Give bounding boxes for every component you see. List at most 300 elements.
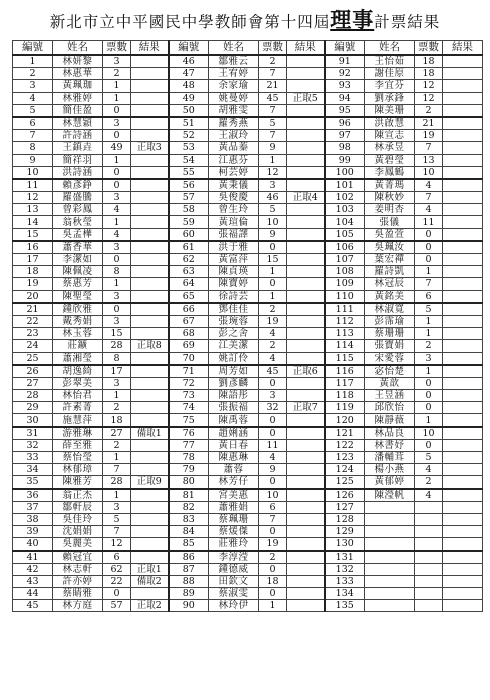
candidate-number: 56 xyxy=(169,179,209,192)
candidate-name: 蕭雅娟 xyxy=(209,501,259,513)
vote-count: 0 xyxy=(259,588,287,600)
vote-count: 49 xyxy=(103,142,131,154)
candidate-name: 陳靜薇 xyxy=(365,414,415,427)
candidate-number: 54 xyxy=(169,154,209,166)
candidate-name: 陳惠琳 xyxy=(209,452,259,464)
candidate-name: 蕭香華 xyxy=(53,241,103,254)
result-cell xyxy=(443,513,483,525)
table-row xyxy=(13,254,483,266)
result-cell xyxy=(287,513,325,525)
vote-count: 1 xyxy=(259,600,287,612)
table-row xyxy=(13,68,483,80)
candidate-number: 86 xyxy=(169,551,209,564)
candidate-number: 113 xyxy=(325,328,365,340)
vote-count: 1 xyxy=(259,266,287,278)
result-cell xyxy=(131,216,169,228)
table-row xyxy=(13,216,483,228)
vote-count xyxy=(415,551,443,564)
result-cell xyxy=(443,315,483,327)
candidate-number: 61 xyxy=(169,241,209,254)
result-cell xyxy=(287,179,325,192)
result-cell: 備取2 xyxy=(131,575,169,587)
candidate-number: 11 xyxy=(13,179,53,192)
candidate-name: 趙娳涵 xyxy=(209,427,259,440)
candidate-number: 96 xyxy=(325,117,365,130)
vote-count: 45 xyxy=(259,365,287,378)
vote-count: 1 xyxy=(103,216,131,228)
candidate-number: 112 xyxy=(325,315,365,327)
table-row xyxy=(13,526,483,538)
vote-count: 10 xyxy=(259,489,287,502)
candidate-number: 108 xyxy=(325,266,365,278)
candidate-number: 42 xyxy=(13,563,53,575)
result-cell xyxy=(287,130,325,142)
result-cell xyxy=(443,501,483,513)
vote-count: 0 xyxy=(259,241,287,254)
candidate-name: 黃品蓁 xyxy=(209,142,259,154)
candidate-name: 鍾德威 xyxy=(209,563,259,575)
header-number: 編號 xyxy=(169,41,209,56)
vote-count: 19 xyxy=(259,315,287,327)
vote-count: 10 xyxy=(415,166,443,179)
result-cell xyxy=(443,166,483,179)
candidate-name: 林書妤 xyxy=(365,439,415,451)
vote-count: 4 xyxy=(259,452,287,464)
candidate-name: 潘輔茸 xyxy=(365,452,415,464)
vote-count: 7 xyxy=(415,142,443,154)
result-cell: 正取4 xyxy=(287,192,325,204)
result-cell xyxy=(131,290,169,303)
page-title xyxy=(0,4,490,34)
candidate-number: 69 xyxy=(169,340,209,352)
candidate-number: 63 xyxy=(169,266,209,278)
vote-count xyxy=(415,600,443,612)
candidate-name: 王昱涵 xyxy=(365,390,415,402)
result-cell xyxy=(287,216,325,228)
candidate-number: 91 xyxy=(325,55,365,68)
result-cell xyxy=(131,303,169,316)
vote-count: 3 xyxy=(103,501,131,513)
vote-count: 5 xyxy=(259,204,287,216)
candidate-name: 黃碧瑩 xyxy=(365,154,415,166)
result-cell xyxy=(443,538,483,551)
candidate-name: 黃菁瑪 xyxy=(365,179,415,192)
candidate-number: 60 xyxy=(169,228,209,241)
candidate-name: 林怡君 xyxy=(53,390,103,402)
candidate-number: 22 xyxy=(13,315,53,327)
candidate-number: 73 xyxy=(169,390,209,402)
vote-count: 0 xyxy=(259,278,287,290)
candidate-number: 76 xyxy=(169,427,209,440)
candidate-number: 135 xyxy=(325,600,365,612)
result-cell xyxy=(131,439,169,451)
result-cell xyxy=(443,254,483,266)
table-row xyxy=(13,414,483,427)
candidate-name: 莊雅玲 xyxy=(209,538,259,551)
header-number: 編號 xyxy=(13,41,53,56)
result-cell xyxy=(131,588,169,600)
vote-count: 1 xyxy=(415,266,443,278)
table-row xyxy=(13,352,483,365)
candidate-number: 125 xyxy=(325,476,365,489)
candidate-name: 陳禹蓉 xyxy=(209,414,259,427)
vote-count: 0 xyxy=(259,377,287,389)
candidate-name: 黃郁婷 xyxy=(365,476,415,489)
candidate-number: 32 xyxy=(13,439,53,451)
table-row xyxy=(13,476,483,489)
candidate-number: 109 xyxy=(325,278,365,290)
table-row xyxy=(13,104,483,117)
candidate-name: 周芳如 xyxy=(209,365,259,378)
result-cell xyxy=(131,117,169,130)
table-row xyxy=(13,228,483,241)
candidate-number: 51 xyxy=(169,117,209,130)
candidate-number: 129 xyxy=(325,526,365,538)
candidate-name: 江惠芬 xyxy=(209,154,259,166)
header-votes: 票數 xyxy=(259,41,287,56)
candidate-number: 8 xyxy=(13,142,53,154)
candidate-name: 姚曼婷 xyxy=(209,92,259,104)
candidate-number: 47 xyxy=(169,68,209,80)
result-cell xyxy=(131,464,169,476)
candidate-name: 賴冠宜 xyxy=(53,551,103,564)
header-name: 姓名 xyxy=(365,41,415,56)
candidate-number: 97 xyxy=(325,130,365,142)
vote-count: 28 xyxy=(103,476,131,489)
result-cell xyxy=(131,278,169,290)
table-row xyxy=(13,513,483,525)
result-cell xyxy=(443,390,483,402)
candidate-name: 林玲伊 xyxy=(209,600,259,612)
candidate-number: 30 xyxy=(13,414,53,427)
result-cell xyxy=(287,340,325,352)
candidate-number: 33 xyxy=(13,452,53,464)
candidate-number: 7 xyxy=(13,130,53,142)
result-cell xyxy=(443,290,483,303)
candidate-number: 102 xyxy=(325,192,365,204)
table-row xyxy=(13,551,483,564)
candidate-number: 94 xyxy=(325,92,365,104)
result-cell xyxy=(287,575,325,587)
candidate-number: 26 xyxy=(13,365,53,378)
candidate-number: 85 xyxy=(169,538,209,551)
candidate-number: 36 xyxy=(13,489,53,502)
table-row xyxy=(13,575,483,587)
vote-count: 7 xyxy=(103,464,131,476)
candidate-name xyxy=(365,501,415,513)
table-row xyxy=(13,117,483,130)
result-cell xyxy=(287,328,325,340)
candidate-number: 80 xyxy=(169,476,209,489)
table-row xyxy=(13,241,483,254)
candidate-name: 柯芸婷 xyxy=(209,166,259,179)
candidate-number: 134 xyxy=(325,588,365,600)
table-row xyxy=(13,328,483,340)
vote-count: 21 xyxy=(259,80,287,92)
vote-table xyxy=(12,40,483,612)
candidate-name: 翁正杰 xyxy=(53,489,103,502)
vote-count xyxy=(415,526,443,538)
result-cell xyxy=(443,575,483,587)
vote-count: 5 xyxy=(103,513,131,525)
candidate-name: 蔡睛雅 xyxy=(53,588,103,600)
candidate-number: 49 xyxy=(169,92,209,104)
result-cell xyxy=(443,241,483,254)
candidate-number: 130 xyxy=(325,538,365,551)
result-cell xyxy=(443,439,483,451)
table-row xyxy=(13,154,483,166)
title-emphasis: 理事 xyxy=(330,7,375,32)
table-row xyxy=(13,204,483,216)
table-row xyxy=(13,179,483,192)
vote-count: 0 xyxy=(415,241,443,254)
candidate-name: 宓怡楚 xyxy=(365,365,415,378)
candidate-name: 彭翠美 xyxy=(53,377,103,389)
vote-count: 0 xyxy=(415,390,443,402)
result-cell: 正取6 xyxy=(287,365,325,378)
candidate-name: 陳語彤 xyxy=(209,390,259,402)
candidate-name: 蔡煖傑 xyxy=(209,526,259,538)
vote-count: 0 xyxy=(103,104,131,117)
candidate-name: 洪于雅 xyxy=(209,241,259,254)
result-cell xyxy=(443,154,483,166)
header-votes: 票數 xyxy=(415,41,443,56)
result-cell xyxy=(287,228,325,241)
candidate-name: 張寶娟 xyxy=(365,340,415,352)
result-cell xyxy=(443,600,483,612)
candidate-number: 29 xyxy=(13,402,53,414)
vote-count: 9 xyxy=(259,228,287,241)
table-row xyxy=(13,452,483,464)
result-cell: 正取7 xyxy=(287,402,325,414)
candidate-name: 陳佩凌 xyxy=(53,266,103,278)
candidate-name: 劉彥麟 xyxy=(209,377,259,389)
vote-count xyxy=(415,563,443,575)
candidate-name: 洪啟慧 xyxy=(365,117,415,130)
vote-count: 4 xyxy=(103,204,131,216)
candidate-number: 57 xyxy=(169,192,209,204)
candidate-name xyxy=(365,600,415,612)
candidate-number: 5 xyxy=(13,104,53,117)
candidate-number: 46 xyxy=(169,55,209,68)
result-cell xyxy=(287,104,325,117)
result-cell xyxy=(131,489,169,502)
vote-count: 2 xyxy=(415,104,443,117)
candidate-name: 張振福 xyxy=(209,402,259,414)
candidate-name: 吳麗美 xyxy=(53,538,103,551)
result-cell xyxy=(443,80,483,92)
vote-count: 3 xyxy=(103,241,131,254)
result-cell xyxy=(287,154,325,166)
header-name: 姓名 xyxy=(53,41,103,56)
candidate-name: 蔡惠芳 xyxy=(53,278,103,290)
candidate-number: 95 xyxy=(325,104,365,117)
vote-count: 0 xyxy=(415,228,443,241)
candidate-number: 37 xyxy=(13,501,53,513)
table-row xyxy=(13,278,483,290)
candidate-name: 翁秋瑩 xyxy=(53,216,103,228)
vote-count: 7 xyxy=(259,130,287,142)
candidate-number: 89 xyxy=(169,588,209,600)
candidate-name: 葉宏禪 xyxy=(365,254,415,266)
candidate-number: 79 xyxy=(169,464,209,476)
vote-count: 6 xyxy=(259,501,287,513)
result-cell xyxy=(131,241,169,254)
candidate-number: 62 xyxy=(169,254,209,266)
candidate-name xyxy=(365,563,415,575)
vote-count: 0 xyxy=(103,254,131,266)
result-cell xyxy=(131,414,169,427)
candidate-number: 77 xyxy=(169,439,209,451)
candidate-number: 66 xyxy=(169,303,209,316)
result-cell xyxy=(287,526,325,538)
result-cell xyxy=(287,303,325,316)
candidate-name: 黃富萍 xyxy=(209,254,259,266)
candidate-name: 李潔如 xyxy=(53,254,103,266)
result-cell xyxy=(131,402,169,414)
candidate-name: 沈娟娟 xyxy=(53,526,103,538)
result-cell xyxy=(443,216,483,228)
table-row xyxy=(13,402,483,414)
vote-count xyxy=(415,513,443,525)
candidate-name: 簡祥羽 xyxy=(53,154,103,166)
candidate-name: 林惠華 xyxy=(53,68,103,80)
candidate-name: 洪詩涵 xyxy=(53,166,103,179)
candidate-number: 44 xyxy=(13,588,53,600)
candidate-name: 吳孟樺 xyxy=(53,228,103,241)
vote-count: 1 xyxy=(103,278,131,290)
vote-count: 3 xyxy=(103,192,131,204)
candidate-name: 許素菁 xyxy=(53,402,103,414)
candidate-name: 戴秀娟 xyxy=(53,315,103,327)
result-cell xyxy=(287,315,325,327)
vote-count: 6 xyxy=(415,290,443,303)
vote-count: 1 xyxy=(259,154,287,166)
result-cell xyxy=(131,80,169,92)
result-cell xyxy=(443,402,483,414)
result-cell xyxy=(443,179,483,192)
result-cell xyxy=(443,142,483,154)
candidate-number: 52 xyxy=(169,130,209,142)
candidate-number: 131 xyxy=(325,551,365,564)
vote-count: 15 xyxy=(259,254,287,266)
candidate-number: 59 xyxy=(169,216,209,228)
candidate-name: 吳盈萱 xyxy=(365,228,415,241)
candidate-number: 78 xyxy=(169,452,209,464)
candidate-number: 127 xyxy=(325,501,365,513)
candidate-number: 34 xyxy=(13,464,53,476)
candidate-number: 123 xyxy=(325,452,365,464)
vote-count: 1 xyxy=(415,315,443,327)
candidate-name: 林郁璋 xyxy=(53,464,103,476)
candidate-name: 王怡茹 xyxy=(365,55,415,68)
vote-count: 27 xyxy=(103,427,131,440)
result-cell xyxy=(287,464,325,476)
candidate-number: 40 xyxy=(13,538,53,551)
table-row xyxy=(13,142,483,154)
candidate-number: 121 xyxy=(325,427,365,440)
candidate-name: 江美潔 xyxy=(209,340,259,352)
candidate-number: 133 xyxy=(325,575,365,587)
result-cell xyxy=(131,328,169,340)
candidate-name: 王淑玲 xyxy=(209,130,259,142)
candidate-name: 黃珮珈 xyxy=(53,80,103,92)
candidate-number: 92 xyxy=(325,68,365,80)
candidate-name: 林玉蓉 xyxy=(53,328,103,340)
vote-count: 10 xyxy=(415,427,443,440)
candidate-number: 9 xyxy=(13,154,53,166)
vote-count: 28 xyxy=(103,340,131,352)
candidate-name: 許亦婷 xyxy=(53,575,103,587)
candidate-name: 陳瀅帆 xyxy=(365,489,415,502)
table-row xyxy=(13,192,483,204)
result-cell xyxy=(443,340,483,352)
vote-count: 7 xyxy=(103,526,131,538)
candidate-number: 126 xyxy=(325,489,365,502)
vote-count: 3 xyxy=(259,390,287,402)
candidate-number: 43 xyxy=(13,575,53,587)
candidate-number: 10 xyxy=(13,166,53,179)
vote-count: 7 xyxy=(415,278,443,290)
result-cell xyxy=(131,452,169,464)
result-cell xyxy=(131,68,169,80)
table-row xyxy=(13,80,483,92)
result-cell xyxy=(443,192,483,204)
candidate-name: 王鎮垚 xyxy=(53,142,103,154)
candidate-name xyxy=(365,575,415,587)
result-cell xyxy=(131,266,169,278)
candidate-name: 宮美惠 xyxy=(209,489,259,502)
vote-count: 18 xyxy=(259,575,287,587)
candidate-name: 余家瑜 xyxy=(209,80,259,92)
candidate-name xyxy=(365,538,415,551)
title-suffix: 計票結果 xyxy=(374,13,441,31)
header-result: 結果 xyxy=(443,41,483,56)
vote-count: 2 xyxy=(259,303,287,316)
result-cell xyxy=(287,266,325,278)
candidate-name: 賴彥錚 xyxy=(53,179,103,192)
result-cell xyxy=(443,551,483,564)
candidate-name: 李鳳鶴 xyxy=(365,166,415,179)
vote-count: 18 xyxy=(415,55,443,68)
candidate-name: 陳寶婷 xyxy=(209,278,259,290)
result-cell xyxy=(287,563,325,575)
candidate-number: 18 xyxy=(13,266,53,278)
result-cell xyxy=(287,551,325,564)
result-cell xyxy=(131,513,169,525)
candidate-number: 103 xyxy=(325,204,365,216)
candidate-number: 124 xyxy=(325,464,365,476)
candidate-number: 115 xyxy=(325,352,365,365)
result-cell xyxy=(287,427,325,440)
candidate-number: 39 xyxy=(13,526,53,538)
candidate-number: 107 xyxy=(325,254,365,266)
vote-count: 3 xyxy=(259,179,287,192)
candidate-number: 72 xyxy=(169,377,209,389)
candidate-name: 陳雅芳 xyxy=(53,476,103,489)
result-cell xyxy=(287,489,325,502)
candidate-name: 鍾欣雅 xyxy=(53,303,103,316)
candidate-number: 21 xyxy=(13,303,53,316)
vote-count: 12 xyxy=(415,80,443,92)
vote-count: 19 xyxy=(259,538,287,551)
vote-count: 13 xyxy=(415,154,443,166)
result-cell xyxy=(443,452,483,464)
candidate-name: 宋愛蓉 xyxy=(365,352,415,365)
candidate-number: 93 xyxy=(325,80,365,92)
vote-count: 32 xyxy=(259,402,287,414)
result-cell xyxy=(131,254,169,266)
